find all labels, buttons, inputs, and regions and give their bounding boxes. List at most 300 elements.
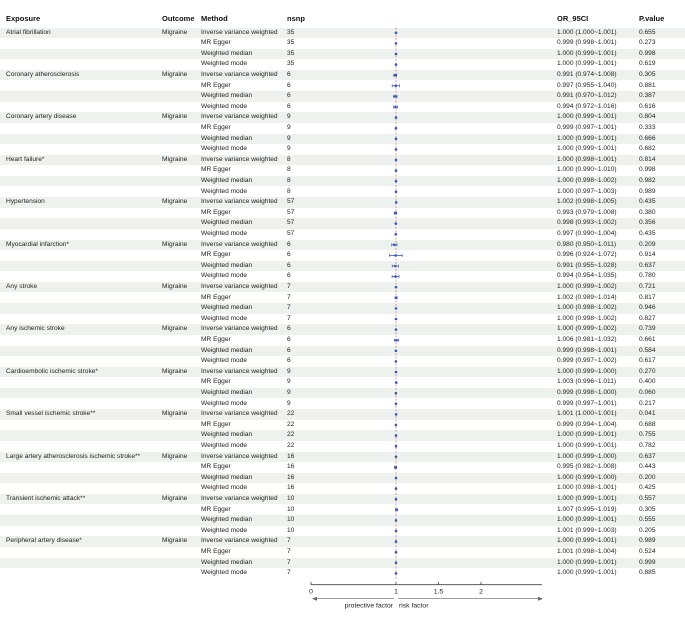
cell-exposure: Coronary atherosclerosis [6,70,80,78]
cell-nsnp: 6 [287,81,291,89]
cell-method: Weighted mode [201,187,248,195]
cell-outcome: Migraine [162,367,188,375]
cell-or-ci: 1.000 (0.999~1.001) [557,516,617,524]
cell-method: MR Egger [201,378,231,386]
or-point [395,445,398,448]
cell-or-ci: 1.000 (0.999~1.001) [557,134,617,142]
cell-or-ci: 1.000 (0.998~1.001) [557,155,617,163]
cell-method: Weighted median [201,516,253,524]
cell-method: Inverse variance weighted [201,367,278,375]
cell-pvalue: 0.400 [639,378,656,386]
or-point [395,328,398,331]
cell-or-ci: 1.007 (0.995~1.019) [557,505,617,513]
cell-method: MR Egger [201,208,231,216]
cell-or-ci: 1.000 (0.998~1.002) [557,176,617,184]
cell-outcome: Migraine [162,70,188,78]
cell-method: MR Egger [201,293,231,301]
cell-method: MR Egger [201,463,231,471]
cell-or-ci: 0.991 (0.955~1.028) [557,261,617,269]
or-point [395,456,398,459]
cell-nsnp: 35 [287,49,295,57]
cell-pvalue: 0.443 [639,463,656,471]
or-point [395,519,398,522]
header-exposure: Exposure [6,14,41,23]
cell-or-ci: 1.000 (0.999~1.000) [557,473,617,481]
cell-pvalue: 0.435 [639,198,656,206]
or-point [395,392,398,395]
cell-pvalue: 0.946 [639,304,656,312]
cell-pvalue: 0.682 [639,145,656,153]
cell-nsnp: 57 [287,198,295,206]
or-point [395,424,398,427]
or-point [395,487,398,490]
cell-pvalue: 0.273 [639,39,656,47]
cell-or-ci: 1.000 (0.990~1.010) [557,166,617,174]
or-point [395,562,398,565]
cell-nsnp: 6 [287,102,291,110]
cell-or-ci: 1.000 (0.999~1.000) [557,367,617,375]
cell-method: Weighted median [201,558,253,566]
cell-outcome: Migraine [162,537,188,545]
cell-nsnp: 8 [287,155,291,163]
cell-method: MR Egger [201,166,231,174]
or-point [394,275,397,278]
cell-method: Weighted mode [201,357,248,365]
cell-exposure: Hypertension [6,198,45,206]
cell-method: Inverse variance weighted [201,282,278,290]
cell-pvalue: 0.661 [639,335,656,343]
cell-or-ci: 0.997 (0.955~1.040) [557,81,617,89]
cell-method: Weighted median [201,176,253,184]
or-point [395,201,398,204]
cell-pvalue: 0.755 [639,431,656,439]
or-point [395,127,398,130]
cell-method: Weighted median [201,473,253,481]
cell-or-ci: 1.000 (0.999~1.001) [557,494,617,502]
cell-method: MR Egger [201,420,231,428]
cell-nsnp: 10 [287,526,295,534]
or-point [395,572,398,575]
cell-exposure: Heart failure* [6,155,45,163]
cell-pvalue: 0.637 [639,452,656,460]
cell-method: Weighted median [201,304,253,312]
cell-outcome: Migraine [162,155,188,163]
cell-nsnp: 7 [287,304,291,312]
cell-nsnp: 7 [287,537,291,545]
cell-nsnp: 57 [287,219,295,227]
cell-method: Inverse variance weighted [201,410,278,418]
cell-pvalue: 0.782 [639,441,656,449]
or-point [395,434,398,437]
cell-or-ci: 1.002 (0.989~1.014) [557,293,617,301]
cell-pvalue: 0.998 [639,49,656,57]
or-point [395,350,398,353]
or-point [395,318,398,321]
or-point [395,498,398,501]
cell-or-ci: 1.000 (0.998~1.002) [557,304,617,312]
cell-exposure: Coronary artery disease [6,113,77,121]
cell-nsnp: 35 [287,60,295,68]
cell-pvalue: 0.380 [639,208,656,216]
cell-method: Weighted median [201,49,253,57]
or-point [395,371,398,374]
cell-method: Inverse variance weighted [201,28,278,36]
cell-nsnp: 6 [287,240,291,248]
cell-outcome: Migraine [162,240,188,248]
cell-or-ci: 0.999 (0.998~1.000) [557,388,617,396]
cell-pvalue: 0.998 [639,166,656,174]
cell-pvalue: 0.619 [639,60,656,68]
cell-or-ci: 0.997 (0.990~1.004) [557,229,617,237]
cell-pvalue: 0.041 [639,410,656,418]
x-tick-label: 0 [309,588,313,596]
cell-or-ci: 1.000 (0.997~1.003) [557,187,617,195]
cell-pvalue: 0.356 [639,219,656,227]
cell-exposure: Any stroke [6,282,38,290]
cell-method: Weighted mode [201,145,248,153]
or-point [395,413,398,416]
or-point [395,222,398,225]
cell-or-ci: 1.000 (1.000~1.001) [557,28,617,36]
cell-pvalue: 0.217 [639,399,656,407]
cell-pvalue: 0.885 [639,569,656,577]
cell-pvalue: 0.814 [639,155,656,163]
x-tick-label: 1 [394,588,398,596]
cell-or-ci: 1.000 (0.999~1.001) [557,145,617,153]
cell-exposure: Peripheral artery disease* [6,537,82,545]
cell-nsnp: 9 [287,378,291,386]
cell-pvalue: 0.584 [639,346,656,354]
cell-pvalue: 0.435 [639,229,656,237]
cell-method: Inverse variance weighted [201,70,278,78]
cell-method: Inverse variance weighted [201,325,278,333]
header-outcome: Outcome [162,14,195,23]
cell-pvalue: 0.666 [639,134,656,142]
or-point [395,53,398,56]
cell-or-ci: 1.001 (0.999~1.003) [557,526,617,534]
cell-nsnp: 9 [287,113,291,121]
cell-nsnp: 7 [287,558,291,566]
cell-nsnp: 7 [287,282,291,290]
cell-outcome: Migraine [162,28,188,36]
cell-or-ci: 0.999 (0.997~1.002) [557,357,617,365]
cell-exposure: Any ischemic stroke [6,325,65,333]
cell-method: MR Egger [201,39,231,47]
cell-or-ci: 1.000 (0.999~1.001) [557,537,617,545]
cell-pvalue: 0.817 [639,293,656,301]
cell-exposure: Large artery atherosclerosis ischemic stroke** [6,452,141,460]
or-point [395,551,398,554]
cell-nsnp: 6 [287,70,291,78]
cell-pvalue: 0.881 [639,81,656,89]
or-point [395,138,398,141]
cell-pvalue: 0.688 [639,420,656,428]
cell-pvalue: 0.200 [639,473,656,481]
cell-or-ci: 1.000 (0.999~1.002) [557,325,617,333]
cell-exposure: Cardioembolic ischemic stroke* [6,367,98,375]
or-point [395,477,398,480]
or-point [394,212,397,215]
cell-nsnp: 6 [287,346,291,354]
cell-method: MR Egger [201,505,231,513]
cell-outcome: Migraine [162,325,188,333]
cell-method: Weighted mode [201,314,248,322]
cell-or-ci: 1.000 (0.999~1.001) [557,113,617,121]
cell-nsnp: 16 [287,473,295,481]
cell-nsnp: 7 [287,547,291,555]
or-point [394,106,397,109]
cell-or-ci: 1.000 (0.998~1.001) [557,484,617,492]
cell-nsnp: 6 [287,272,291,280]
cell-pvalue: 0.209 [639,240,656,248]
cell-pvalue: 0.780 [639,272,656,280]
protective-factor-label: protective factor [344,602,393,610]
cell-nsnp: 57 [287,208,295,216]
cell-pvalue: 0.524 [639,547,656,555]
or-point [394,85,397,88]
x-tick-label: 1.5 [433,588,444,596]
cell-pvalue: 0.557 [639,494,656,502]
cell-method: Weighted mode [201,272,248,280]
cell-or-ci: 0.999 (0.997~1.001) [557,123,617,131]
cell-method: MR Egger [201,81,231,89]
or-point [395,169,398,172]
cell-nsnp: 16 [287,484,295,492]
cell-method: Inverse variance weighted [201,113,278,121]
cell-pvalue: 0.425 [639,484,656,492]
cell-nsnp: 9 [287,145,291,153]
cell-or-ci: 1.000 (0.999~1.000) [557,452,617,460]
cell-pvalue: 0.739 [639,325,656,333]
or-point [395,360,398,363]
cell-or-ci: 1.000 (0.999~1.001) [557,569,617,577]
cell-or-ci: 1.000 (0.999~1.001) [557,431,617,439]
cell-pvalue: 0.205 [639,526,656,534]
cell-pvalue: 0.616 [639,102,656,110]
header-nsnp: nsnp [287,14,305,23]
cell-method: Weighted mode [201,441,248,449]
cell-pvalue: 0.914 [639,251,656,259]
or-point [395,148,398,151]
cell-method: Weighted median [201,346,253,354]
or-point [395,63,398,66]
cell-or-ci: 0.994 (0.972~1.016) [557,102,617,110]
cell-exposure: Atrial fibrillation [6,28,51,36]
cell-pvalue: 0.617 [639,357,656,365]
cell-method: Weighted mode [201,484,248,492]
cell-nsnp: 6 [287,325,291,333]
cell-nsnp: 6 [287,251,291,259]
cell-nsnp: 7 [287,569,291,577]
cell-method: MR Egger [201,251,231,259]
cell-or-ci: 1.000 (0.999~1.002) [557,282,617,290]
cell-outcome: Migraine [162,198,188,206]
cell-outcome: Migraine [162,113,188,121]
cell-method: Weighted mode [201,569,248,577]
cell-method: Inverse variance weighted [201,198,278,206]
cell-nsnp: 22 [287,420,295,428]
or-point [395,32,398,35]
cell-outcome: Migraine [162,410,188,418]
risk-factor-label: risk factor [399,602,429,610]
header-pvalue: P.value [639,14,665,23]
cell-nsnp: 9 [287,388,291,396]
cell-pvalue: 0.270 [639,367,656,375]
cell-pvalue: 0.999 [639,558,656,566]
cell-nsnp: 22 [287,410,295,418]
cell-or-ci: 1.000 (0.999~1.001) [557,49,617,57]
or-point [395,509,398,512]
or-point [395,286,398,289]
cell-nsnp: 57 [287,229,295,237]
cell-pvalue: 0.555 [639,516,656,524]
or-point [395,191,398,194]
cell-pvalue: 0.989 [639,187,656,195]
cell-outcome: Migraine [162,494,188,502]
cell-pvalue: 0.721 [639,282,656,290]
or-point [395,159,398,162]
cell-nsnp: 6 [287,357,291,365]
cell-method: MR Egger [201,335,231,343]
cell-pvalue: 0.804 [639,113,656,121]
cell-or-ci: 0.999 (0.998~1.001) [557,39,617,47]
cell-exposure: Small vessel ischemic stroke** [6,410,96,418]
cell-nsnp: 10 [287,494,295,502]
x-tick-label: 2 [479,588,483,596]
cell-or-ci: 0.996 (0.924~1.072) [557,251,617,259]
cell-exposure: Transient ischemic attack** [6,494,86,502]
cell-nsnp: 16 [287,452,295,460]
cell-or-ci: 0.999 (0.998~1.001) [557,346,617,354]
cell-method: Weighted median [201,134,253,142]
or-point [393,244,396,247]
cell-nsnp: 16 [287,463,295,471]
cell-nsnp: 9 [287,367,291,375]
cell-method: Inverse variance weighted [201,240,278,248]
cell-or-ci: 1.000 (0.999~1.001) [557,441,617,449]
cell-pvalue: 0.333 [639,123,656,131]
cell-method: Weighted median [201,261,253,269]
cell-or-ci: 1.000 (0.999~1.001) [557,60,617,68]
cell-nsnp: 9 [287,134,291,142]
or-point [395,530,398,533]
cell-or-ci: 1.000 (0.999~1.001) [557,558,617,566]
cell-or-ci: 0.991 (0.974~1.008) [557,70,617,78]
or-point [394,74,397,77]
cell-nsnp: 8 [287,187,291,195]
cell-pvalue: 0.989 [639,537,656,545]
or-point [395,403,398,406]
cell-exposure: Myocardial infarction* [6,240,70,248]
or-point [395,540,398,543]
or-point [395,297,398,300]
cell-nsnp: 6 [287,335,291,343]
cell-method: Weighted mode [201,60,248,68]
or-point [394,466,397,469]
cell-or-ci: 1.006 (0.981~1.032) [557,335,617,343]
cell-outcome: Migraine [162,282,188,290]
cell-method: Inverse variance weighted [201,155,278,163]
cell-pvalue: 0.387 [639,92,656,100]
or-point [395,307,398,310]
cell-method: Weighted median [201,431,253,439]
cell-method: Inverse variance weighted [201,494,278,502]
cell-pvalue: 0.637 [639,261,656,269]
cell-pvalue: 0.655 [639,28,656,36]
cell-nsnp: 10 [287,516,295,524]
cell-method: Weighted median [201,388,253,396]
cell-or-ci: 0.999 (0.997~1.001) [557,399,617,407]
cell-or-ci: 1.001 (0.998~1.004) [557,547,617,555]
header-or-ci: OR_95CI [557,14,589,23]
cell-nsnp: 22 [287,441,295,449]
cell-method: Weighted mode [201,399,248,407]
cell-pvalue: 0.827 [639,314,656,322]
cell-nsnp: 7 [287,314,291,322]
cell-nsnp: 8 [287,176,291,184]
cell-pvalue: 0.305 [639,70,656,78]
cell-or-ci: 0.999 (0.994~1.004) [557,420,617,428]
or-point [395,381,398,384]
risk-arrow-head [538,597,543,601]
cell-or-ci: 1.000 (0.998~1.002) [557,314,617,322]
cell-or-ci: 0.994 (0.954~1.035) [557,272,617,280]
cell-method: MR Egger [201,123,231,131]
cell-method: Inverse variance weighted [201,452,278,460]
cell-method: Inverse variance weighted [201,537,278,545]
cell-or-ci: 0.998 (0.993~1.002) [557,219,617,227]
cell-nsnp: 35 [287,39,295,47]
cell-method: Weighted median [201,92,253,100]
cell-nsnp: 22 [287,431,295,439]
cell-pvalue: 0.982 [639,176,656,184]
header-method: Method [201,14,228,23]
or-point [395,180,398,183]
cell-or-ci: 0.993 (0.979~1.008) [557,208,617,216]
cell-nsnp: 6 [287,92,291,100]
cell-or-ci: 0.980 (0.950~1.011) [557,240,617,248]
cell-method: Weighted mode [201,102,248,110]
cell-or-ci: 1.001 (1.000~1.001) [557,410,617,418]
cell-nsnp: 10 [287,505,295,513]
cell-nsnp: 8 [287,166,291,174]
cell-pvalue: 0.060 [639,388,656,396]
cell-outcome: Migraine [162,452,188,460]
or-point [394,265,397,268]
cell-method: Weighted mode [201,229,248,237]
cell-pvalue: 0.305 [639,505,656,513]
protective-arrow-head [312,597,317,601]
or-point [395,116,398,119]
cell-nsnp: 9 [287,399,291,407]
cell-nsnp: 9 [287,123,291,131]
cell-or-ci: 0.995 (0.982~1.008) [557,463,617,471]
cell-method: Weighted median [201,219,253,227]
cell-or-ci: 1.003 (0.996~1.011) [557,378,617,386]
cell-or-ci: 1.002 (0.998~1.005) [557,198,617,206]
or-point [394,95,397,98]
cell-method: MR Egger [201,547,231,555]
cell-nsnp: 6 [287,261,291,269]
cell-nsnp: 35 [287,28,295,36]
or-point [395,339,398,342]
or-point [394,254,397,257]
cell-method: Weighted mode [201,526,248,534]
or-point [395,42,398,45]
cell-or-ci: 0.991 (0.970~1.012) [557,92,617,100]
or-point [394,233,397,236]
cell-nsnp: 7 [287,293,291,301]
